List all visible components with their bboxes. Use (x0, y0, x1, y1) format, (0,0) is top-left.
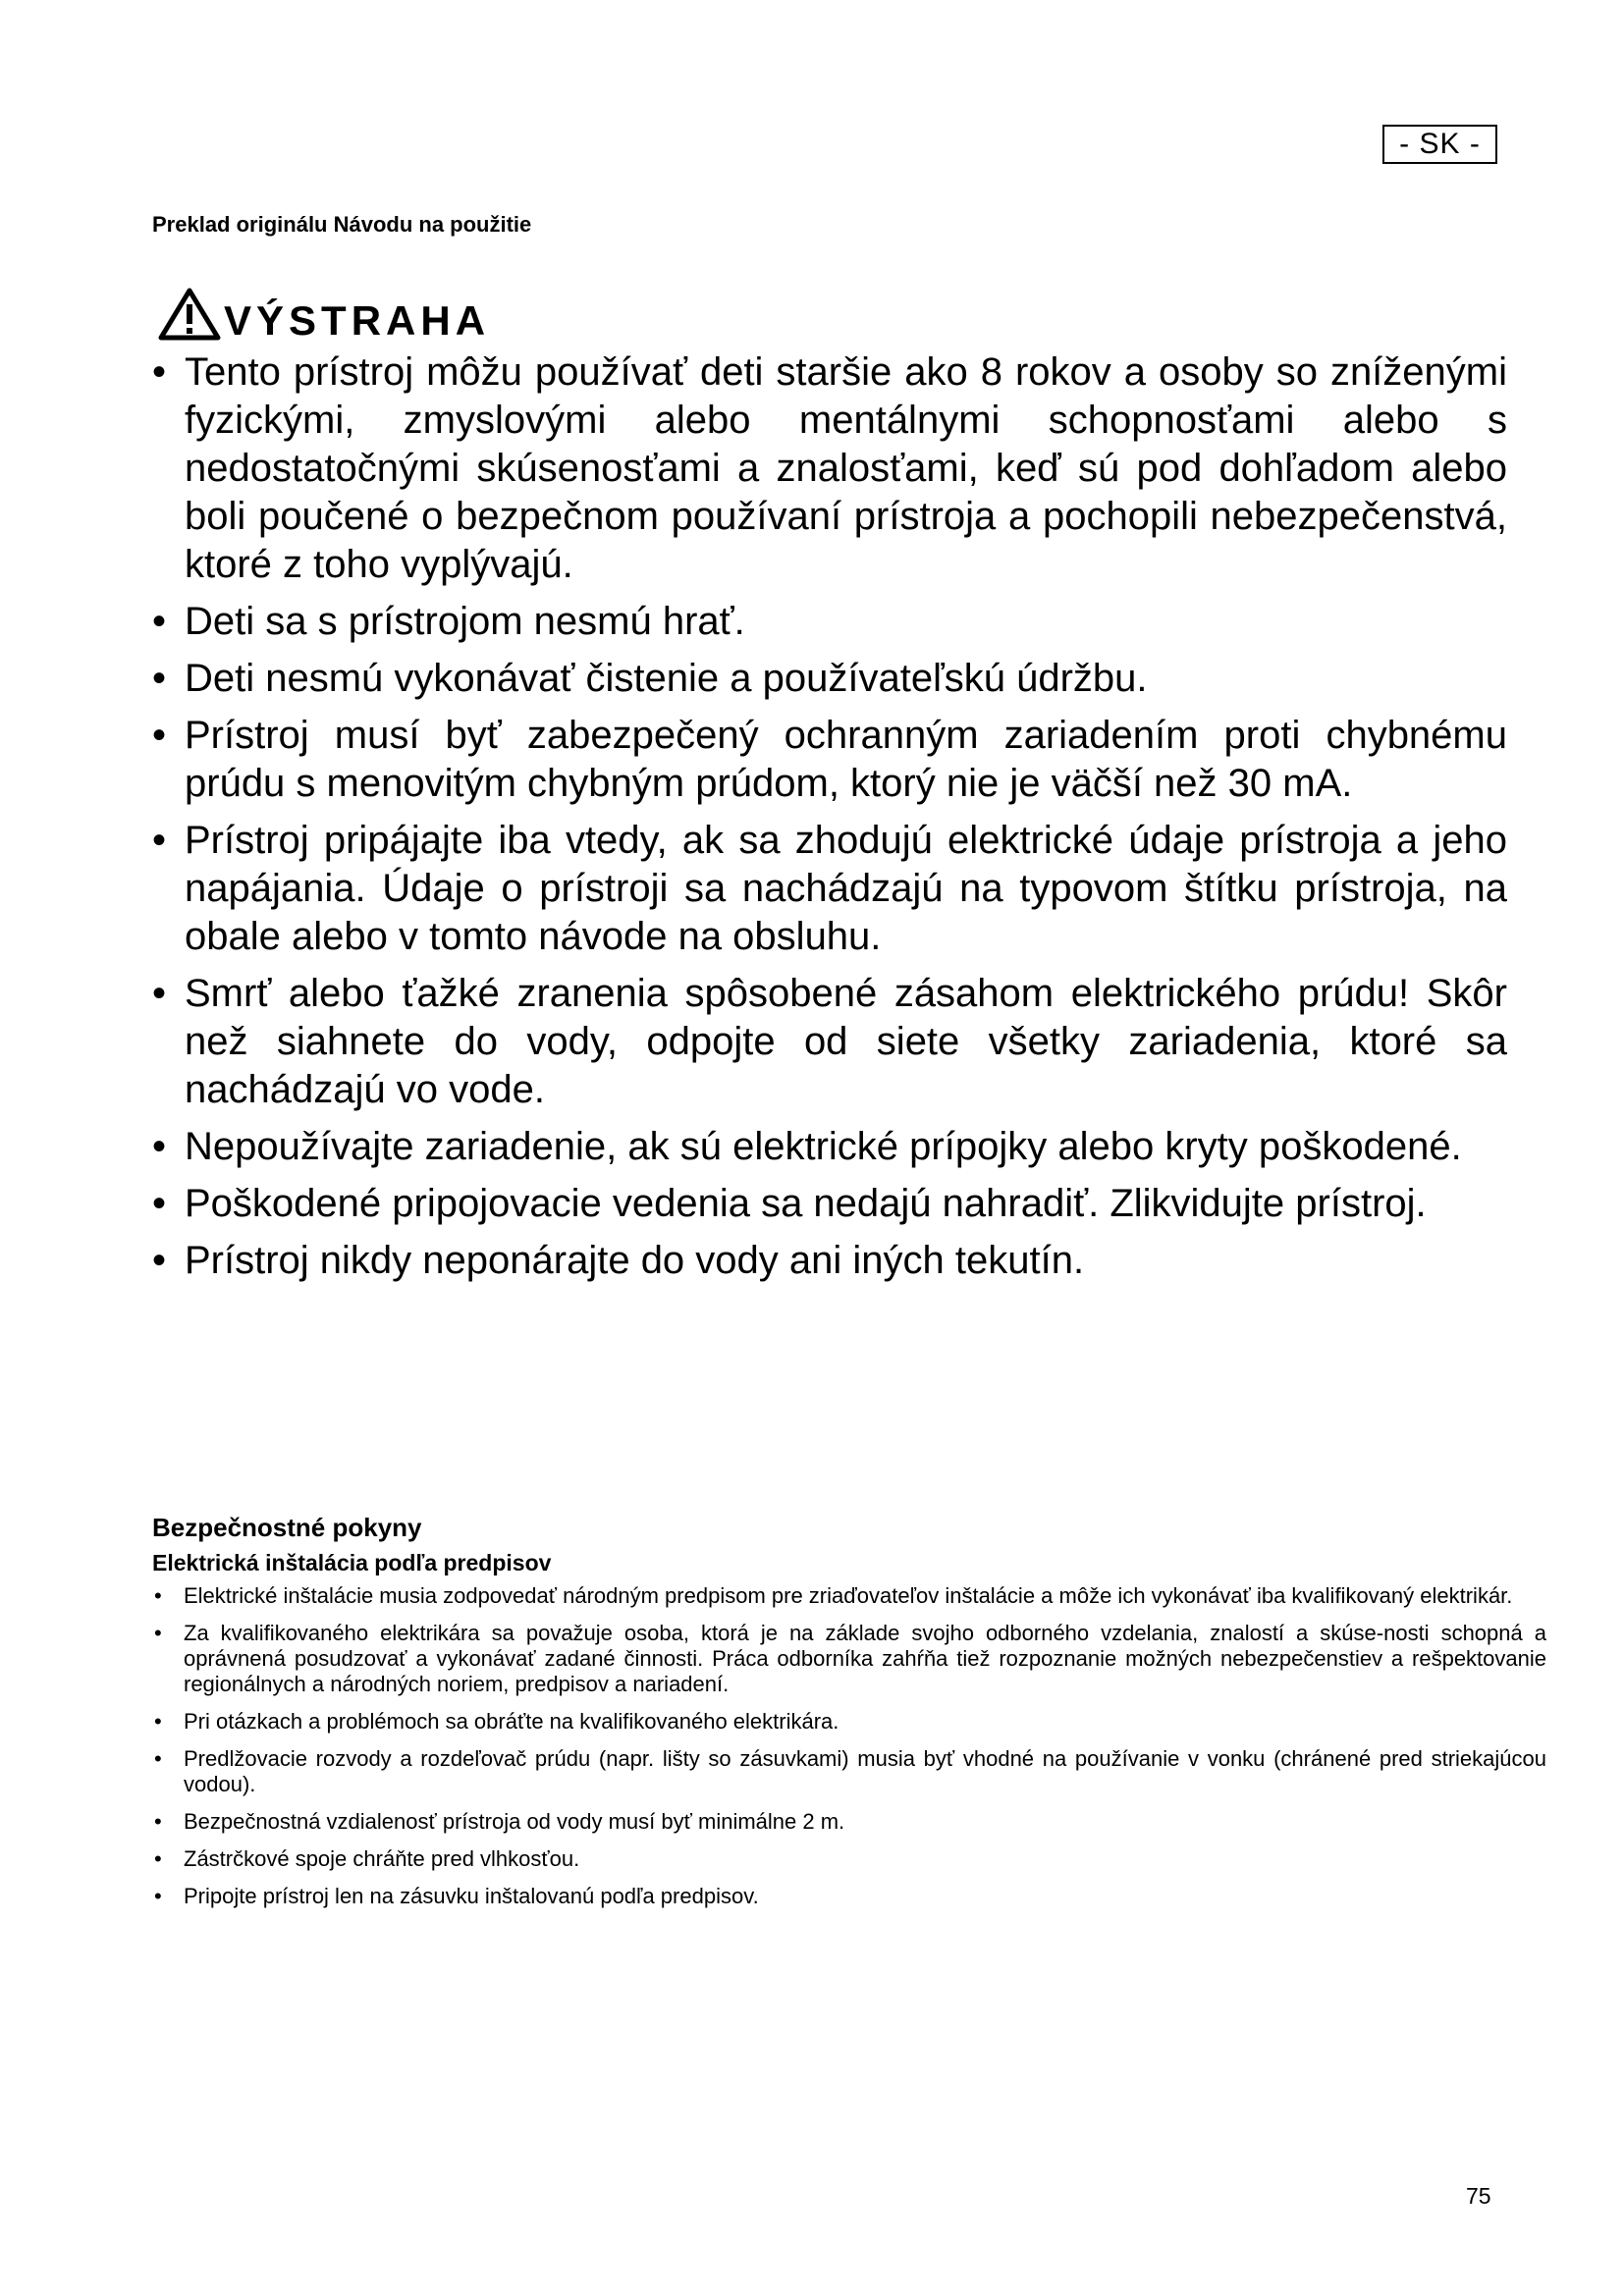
list-item (152, 1709, 1546, 1735)
list-item (152, 1237, 1507, 1285)
list-item (152, 1884, 1546, 1909)
list-item (152, 1621, 1546, 1697)
bullet-icon: • (152, 657, 167, 700)
warning-item-text: Poškodené pripojovacie vedenia sa nedajú nahradiť. Zlikvidujte prístroj. (185, 1182, 1427, 1225)
safety-item-text: Predlžovacie rozvody a rozdeľovač prúdu (napr. lišty so zásuvkami) musia byť vhodné na používanie v vonku (chránené pred striekajúcou vodou). (184, 1746, 1546, 1796)
bullet-icon: • (154, 1809, 162, 1834)
language-badge: - SK - (1382, 125, 1497, 164)
bullet-icon: • (152, 1182, 167, 1225)
list-item (152, 1180, 1507, 1228)
warning-item-text: Nepoužívajte zariadenie, ak sú elektrické prípojky alebo kryty poškodené. (185, 1125, 1462, 1168)
electrical-installation-title: Elektrická inštalácia podľa predpisov (152, 1550, 552, 1575)
bullet-icon: • (154, 1583, 162, 1608)
list-item (152, 970, 1507, 1114)
list-item (152, 1809, 1546, 1835)
bullet-icon: • (152, 819, 167, 862)
list-item (152, 712, 1507, 808)
safety-item-text: Za kvalifikovaného elektrikára sa považuje osoba, ktorá je na základe svojho odborného vzdelania, znalostí a skúse-nosti schopná a oprávnená posudzovať a vykonávať zadané činnosti. Práca odborníka zahŕňa tiež rozpoznanie možných nebezpečenstiev a rešpektovanie regionálnych a národných noriem, predpisov a nariadení. (184, 1621, 1546, 1696)
warning-title: VÝSTRAHA (224, 297, 491, 344)
list-item (152, 1123, 1507, 1171)
bullet-icon: • (152, 972, 167, 1015)
safety-item-text: Zástrčkové spoje chráňte pred vlhkosťou. (184, 1846, 580, 1871)
warning-triangle-icon (157, 287, 222, 342)
document-subtitle: Preklad originálu Návodu na použitie (152, 212, 532, 237)
list-item (152, 817, 1507, 961)
list-item (152, 1846, 1546, 1872)
list-item (152, 348, 1507, 589)
bullet-icon: • (152, 350, 167, 394)
warning-heading (157, 285, 490, 344)
bullet-icon: • (152, 1239, 167, 1282)
safety-section-title: Bezpečnostné pokyny (152, 1513, 422, 1542)
list-item (152, 1746, 1546, 1797)
safety-item-text: Pripojte prístroj len na zásuvku inštalovanú podľa predpisov. (184, 1884, 759, 1908)
bullet-icon: • (154, 1884, 162, 1908)
safety-list (152, 1583, 1546, 1921)
bullet-icon: • (154, 1709, 162, 1734)
warning-item-text: Prístroj pripájajte iba vtedy, ak sa zhodujú elektrické údaje prístroja a jeho napájania. Údaje o prístroji sa nachádzajú na typovom štítku prístroja, na obale alebo v tomto návode na obsluhu. (185, 819, 1507, 958)
bullet-icon: • (152, 1125, 167, 1168)
bullet-icon: • (154, 1621, 162, 1645)
list-item (152, 1583, 1546, 1609)
warning-item-text: Deti sa s prístrojom nesmú hrať. (185, 600, 745, 643)
warning-list (152, 348, 1507, 1294)
list-item (152, 655, 1507, 703)
list-item (152, 598, 1507, 646)
bullet-icon: • (152, 600, 167, 643)
warning-item-text: Smrť alebo ťažké zranenia spôsobené zásahom elektrického prúdu! Skôr než siahnete do vody, odpojte od siete všetky zariadenia, ktoré sa nachádzajú vo vode. (185, 972, 1507, 1111)
bullet-icon: • (154, 1846, 162, 1871)
warning-item-text: Deti nesmú vykonávať čistenie a používateľskú údržbu. (185, 657, 1148, 700)
warning-item-text: Tento prístroj môžu používať deti staršie ako 8 rokov a osoby so zníženými fyzickými, zmyslovými alebo mentálnymi schopnosťami alebo s nedostatočnými skúsenosťami a znalosťami, keď sú pod dohľadom alebo boli poučené o bezpečnom používaní prístroja a pochopili nebezpečenstvá, ktoré z toho vyplývajú. (185, 350, 1507, 586)
warning-item-text: Prístroj musí byť zabezpečený ochranným zariadením proti chybnému prúdu s menovitým chybným prúdom, ktorý nie je väčší než 30 mA. (185, 714, 1507, 805)
safety-item-text: Bezpečnostná vzdialenosť prístroja od vody musí byť minimálne 2 m. (184, 1809, 845, 1834)
page-number: 75 (1466, 2183, 1491, 2209)
safety-item-text: Elektrické inštalácie musia zodpovedať národným predpisom pre zriaďovateľov inštalácie a môže ich vykonávať iba kvalifikovaný elektrikár. (184, 1583, 1513, 1608)
bullet-icon: • (152, 714, 167, 757)
safety-item-text: Pri otázkach a problémoch sa obráťte na kvalifikovaného elektrikára. (184, 1709, 839, 1734)
bullet-icon: • (154, 1746, 162, 1771)
warning-item-text: Prístroj nikdy neponárajte do vody ani iných tekutín. (185, 1239, 1085, 1282)
